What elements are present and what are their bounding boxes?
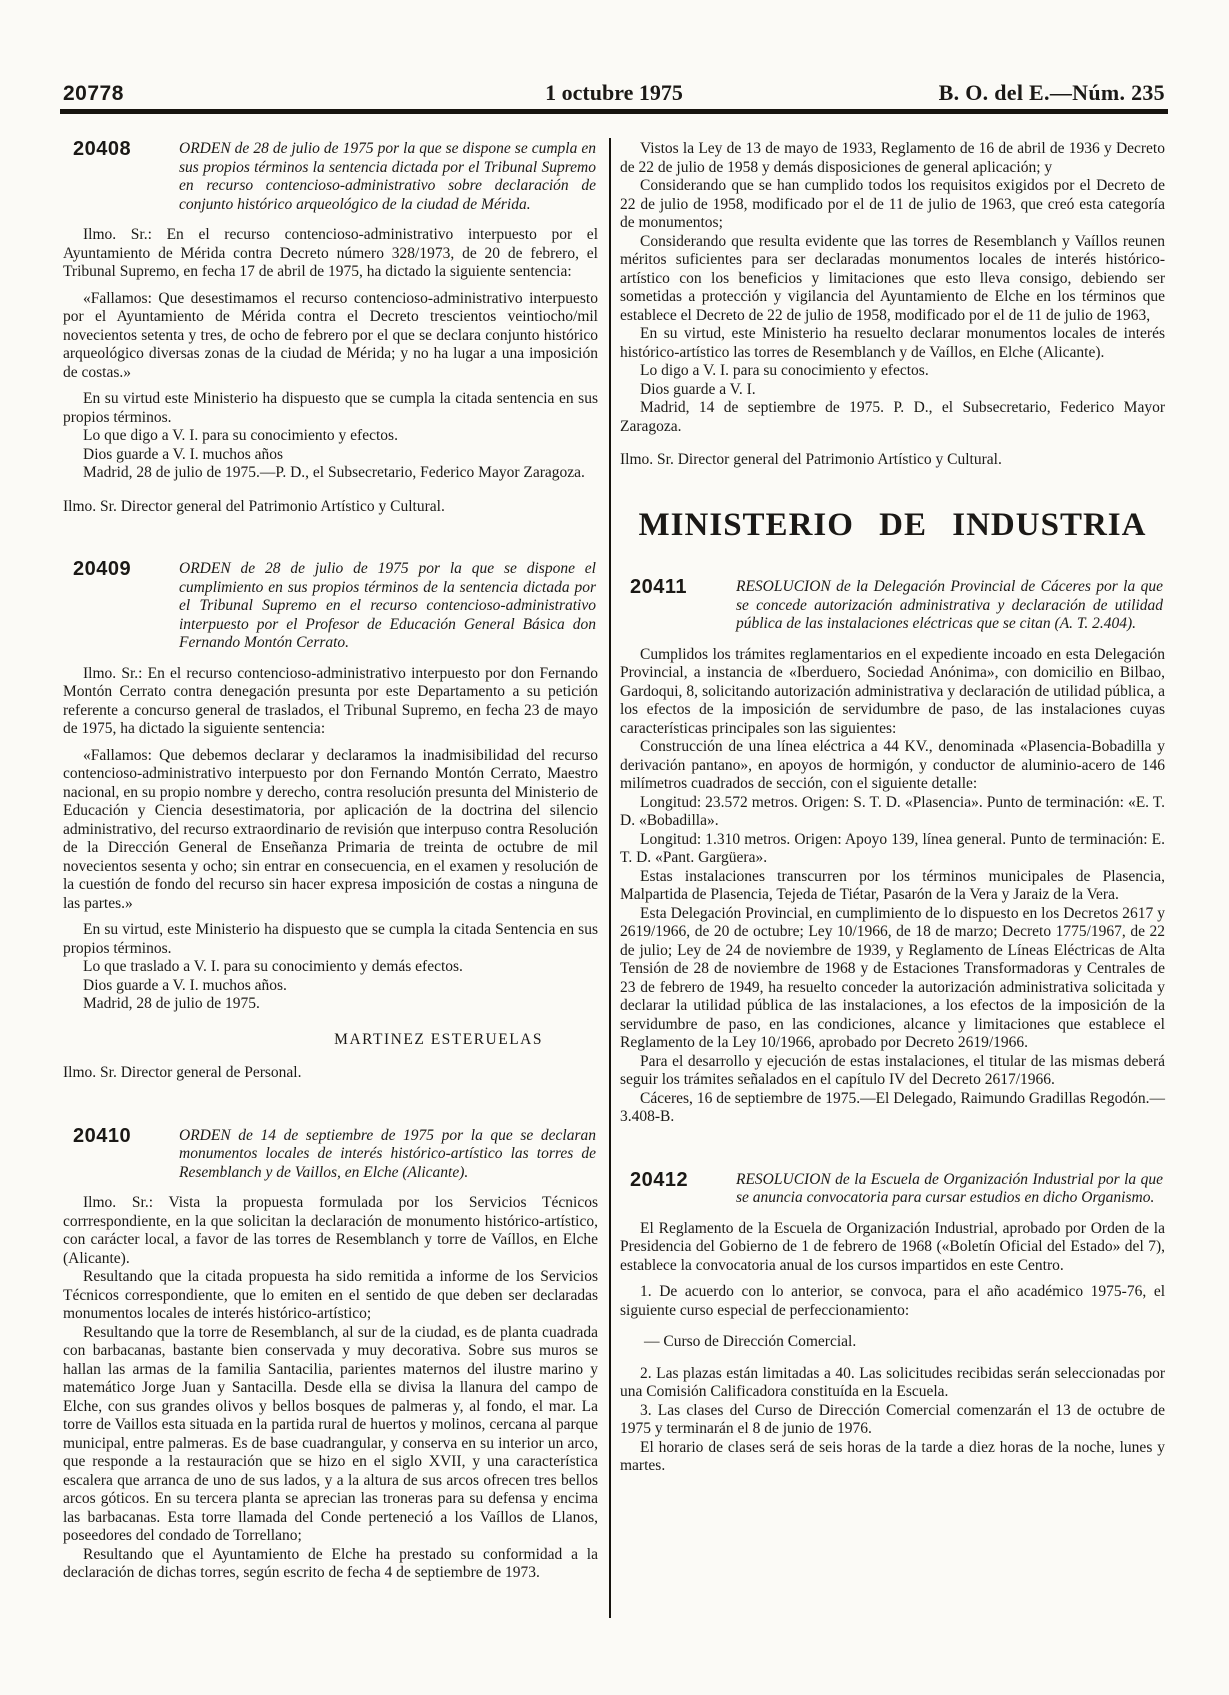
signature: MARTINEZ ESTERUELAS <box>334 1030 543 1048</box>
paragraph: Ilmo. Sr.: En el recurso contencioso-administrativo interpuesto por don Fernando Montón Cerrato contra denegación presunta por este Departamento a su petición referente a concurso general de traslados, el Tribunal Supremo, en fecha 23 de mayo de 1975, ha dictado la siguiente sentencia: <box>63 664 598 737</box>
paragraph: Vistos la Ley de 13 de mayo de 1933, Reglamento de 16 de abril de 1936 y Decreto de 22 de julio de 1958 y demás disposiciones de general aplicación; y <box>620 140 1165 176</box>
paragraph: 2. Las plazas están limitadas a 40. Las solicitudes recibidas serán seleccionadas por una Comisión Calificadora constituída en la Escuela. <box>620 1364 1165 1400</box>
paragraph: En su virtud, este Ministerio ha resuelto declarar monumentos locales de interés histórico-artístico las torres de Resemblanch y de Vaíllos, en Elche (Alicante). <box>620 325 1165 361</box>
paragraph: Dios guarde a V. I. muchos años <box>83 445 284 463</box>
paragraph: Considerando que resulta evidente que las torres de Resemblanch y Vaíllos reunen méritos suficientes para ser declaradas monumentos locales de interés histórico-artístico con los beneficios y limitaciones que esto lleva consigo, debiendo ser sometidas a protección y vigilancia del Ayuntamiento de Elche en los términos que establece el Decreto de 22 de julio de 1958, modificado por el de 11 de julio de 1963, <box>620 232 1165 324</box>
paragraph: Considerando que se han cumplido todos los requisitos exigidos por el Decreto de 22 de julio de 1958, modificado por el de 11 de julio de 1963, que creó esta categoría de monumentos; <box>620 177 1165 231</box>
paragraph: Resultando que la torre de Resemblanch, al sur de la ciudad, es de planta cuadrada con barbacanas, bastante bien conservada y muy decorativa. Sobre sus muros se hallan las armas de la familia Santacilia, parientes maternos del ilustre marino y matemático Jorge Juan y Santacilla. Desde ella se divisa la llanura del campo de Elche, con sus grandes olivos y bellos bosques de palmeras y, al fondo, el mar. La torre de Vaillos esta situada en la partida rural de huertos y molinos, cercana al parque municipal, entre palmeras. Es de base cuadrangular, y conserva en su interior un arco, que responde a la restauración que se hizo en el siglo XVII, y una característica escalera que arranca de uno de sus lados, y a la altura de sus arcos ofrecen tres bellos arcos góticos. En su tercera planta se aprecian las troneras para su defensa y encima las barbacanas. Esta torre llamada del Conde perteneció a los Vaíllos de Llanos, poseedores del condado de Torrellano; <box>63 1323 598 1544</box>
page-number: 20778 <box>63 82 124 105</box>
paragraph: Esta Delegación Provincial, en cumplimiento de lo dispuesto en los Decretos 2617 y 2619/1966, de 20 de octubre; Ley 10/1966, de 18 de marzo; Decreto 1775/1967, de 22 de julio; Ley de 24 de noviembre de 1939, y Reglamento de Líneas Eléctricas de Alta Tensión de 28 de noviembre de 1968 y de Estaciones Transformadoras y Centrales de 23 de febrero de 1949, ha resuelto conceder la autorización administrativa solicitada y declarar la utilidad pública de las instalaciones, a los efectos de la imposición de la servidumbre de paso, en las condiciones, alcance y limitaciones que establece el Reglamento de la Ley 10/1966, aprobado por Decreto 2619/1966. <box>620 904 1165 1051</box>
paragraph: Dios guarde a V. I. muchos años. <box>83 976 287 994</box>
right-column <box>611 138 1165 1618</box>
paragraph: Resultando que el Ayuntamiento de Elche ha prestado su conformidad a la declaración de dichas torres, según escrito de fecha 4 de septiembre de 1973. <box>63 1545 598 1581</box>
text-columns <box>63 138 1165 1618</box>
entry-20410 <box>63 1124 598 1583</box>
paragraph: El horario de clases será de seis horas de la tarde a diez horas de la noche, lunes y martes. <box>620 1438 1165 1474</box>
paragraph: Estas instalaciones transcurren por los términos municipales de Plasencia, Malpartida de Plasencia, Tejeda de Tiétar, Pasarón de la Vera y Jaraiz de la Vera. <box>620 867 1165 903</box>
paragraph: El Reglamento de la Escuela de Organización Industrial, aprobado por Orden de la Presidencia del Gobierno de 1 de febrero de 1968 («Boletín Oficial del Estado» del 7), establece la convocatoria anual de los cursos impartidos en este Centro. <box>620 1219 1165 1274</box>
paragraph: «Fallamos: Que debemos declarar y declaramos la inadmisibilidad del recurso contencioso-administrativo interpuesto por don Fernando Montón Cerrato, Maestro nacional, en su propio nombre y derecho, contra resolución presunta del Ministerio de Educación y Ciencia desestimatoria, por aplicación de la doctrina del silencio administrativo, del recurso extraordinario de revisión que interpuso contra Resolución de la Dirección General de Enseñanza Primaria de treinta de octubre de mil novecientos sesenta y ocho; sin entrar en consecuencia, en el examen y resolución de la cuestión de fondo del recurso sin hacer expresa imposición de costas a ninguna de las partes.» <box>63 746 598 912</box>
header-rule <box>60 109 1168 114</box>
entry-number: 20409 <box>73 558 132 580</box>
paragraph: Madrid, 14 de septiembre de 1975. P. D., el Subsecretario, Federico Mayor Zaragoza. <box>620 399 1165 435</box>
paragraph: Cáceres, 16 de septiembre de 1975.—El Delegado, Raimundo Gradillas Regodón.—3.408-B. <box>620 1089 1165 1125</box>
page-header <box>63 80 1165 106</box>
entry-title: RESOLUCION de la Escuela de Organización Industrial por la que se anuncia convocatoria para cursar estudios en dicho Organismo. <box>736 1170 1163 1206</box>
paragraph: Resultando que la citada propuesta ha sido remitida a informe de los Servicios Técnicos correspondiente, que lo emiten en el sentido de que deben ser declaradas monumentos locales de interés histórico-artístico; <box>63 1268 598 1322</box>
paragraph: Ilmo. Sr. Director general del Patrimonio Artístico y Cultural. <box>620 451 1002 468</box>
paragraph: En su virtud este Ministerio ha dispuesto que se cumpla la citada sentencia en sus propios términos. <box>63 390 598 426</box>
issue-number: B. O. del E.—Núm. 235 <box>938 80 1165 105</box>
entry-20411 <box>620 578 1165 1127</box>
paragraph: Para el desarrollo y ejecución de estas instalaciones, el titular de las mismas deberá seguir los trámites señalados en el capítulo IV del Decreto 2617/1966. <box>620 1052 1165 1088</box>
entry-number: 20412 <box>630 1168 689 1191</box>
entry-title: ORDEN de 28 de julio de 1975 por la que se dispone se cumpla en sus propios términos la sentencia dictada por el Tribunal Supremo en recurso contencioso-administrativo sobre declaración de conjunto histórico arqueológico de la ciudad de Mérida. <box>179 140 596 213</box>
paragraph: Lo digo a V. I. para su conocimiento y efectos. <box>640 362 929 379</box>
entry-title: ORDEN de 14 de septiembre de 1975 por la que se declaran monumentos locales de interés histórico-artístico las torres de Resemblanch y de Vaillos, en Elche (Alicante). <box>179 1126 596 1181</box>
paragraph: Lo que traslado a V. I. para su conocimiento y demás efectos. <box>83 958 463 975</box>
entry-head <box>63 560 598 653</box>
paragraph: Longitud: 1.310 metros. Origen: Apoyo 139, línea general. Punto de terminación: E. T. D. «Pant. Gargüera». <box>620 830 1165 866</box>
entry-number: 20411 <box>630 576 688 598</box>
paragraph: — Curso de Dirección Comercial. <box>644 1333 857 1350</box>
entry-number: 20408 <box>73 138 132 160</box>
paragraph: En su virtud, este Ministerio ha dispuesto que se cumpla la citada Sentencia en sus propios términos. <box>63 921 598 957</box>
paragraph: Ilmo. Sr. Director general del Patrimonio Artístico y Cultural. <box>63 497 445 515</box>
ministry-section-heading: MINISTERIO DE INDUSTRIA <box>638 506 1147 543</box>
entry-20408 <box>63 140 598 516</box>
paragraph: 3. Las clases del Curso de Dirección Comercial comenzarán el 13 de octubre de 1975 y terminarán el 8 de junio de 1976. <box>620 1401 1165 1437</box>
entry-head <box>63 1124 598 1183</box>
paragraph: «Fallamos: Que desestimamos el recurso contencioso-administrativo interpuesto por el Ayuntamiento de Mérida contra el Decreto trescientos veintiocho/mil novecientos setenta y tres, de ocho de febrero por el que se declara conjunto histórico arqueológico diversas zonas de la ciudad de Mérida; y no ha lugar a una imposición de costas.» <box>63 289 598 381</box>
paragraph: 1. De acuerdo con lo anterior, se convoca, para el año académico 1975-76, el siguiente curso especial de perfeccionamiento: <box>620 1283 1165 1319</box>
paragraph: Lo que digo a V. I. para su conocimiento y efectos. <box>83 427 398 444</box>
issue-date: 1 octubre 1975 <box>545 80 683 105</box>
left-column <box>63 138 598 1618</box>
paragraph: Madrid, 28 de julio de 1975.—P. D., el Subsecretario, Federico Mayor Zaragoza. <box>83 464 585 481</box>
paragraph: Cumplidos los trámites reglamentarios en el expediente incoado en esta Delegación Provincial, a instancia de «Iberduero, Sociedad Anónima», con domicilio en Bilbao, Gardoqui, 8, solicitando autorización administrativa y declaración de utilidad pública, a los efectos de la imposición de servidumbre de paso, de las instalaciones cuyas características principales son las siguientes: <box>620 645 1165 737</box>
entry-head <box>63 140 598 214</box>
continuation-block <box>620 140 1165 470</box>
paragraph: Longitud: 23.572 metros. Origen: S. T. D. «Plasencia». Punto de terminación: «E. T. D. «Bobadilla». <box>620 793 1165 829</box>
paragraph: Ilmo. Sr.: Vista la propuesta formulada por los Servicios Técnicos corrrespondiente, en la que solicitan la declaración de monumento histórico-artístico, con carácter local, a favor de las torres de Resemblanch y torre de Vaíllos, en Elche (Alicante). <box>63 1194 598 1267</box>
entry-head <box>620 1168 1165 1208</box>
paragraph: Dios guarde a V. I. <box>640 380 756 398</box>
entry-head <box>620 578 1165 634</box>
entry-20412 <box>620 1168 1165 1476</box>
entry-number: 20410 <box>73 1124 132 1147</box>
paragraph: Ilmo. Sr.: En el recurso contencioso-administrativo interpuesto por el Ayuntamiento de Mérida contra Decreto número 328/1973, de 20 de febrero, el Tribunal Supremo, en fecha 17 de abril de 1975, ha dictado la siguiente sentencia: <box>63 226 598 280</box>
entry-title: RESOLUCION de la Delegación Provincial de Cáceres por la que se concede autorización administrativa y declaración de utilidad pública de las instalaciones eléctricas que se citan (A. T. 2.404). <box>736 578 1163 632</box>
entry-20409 <box>63 560 598 1083</box>
paragraph: Ilmo. Sr. Director general de Personal. <box>63 1064 302 1081</box>
entry-title: ORDEN de 28 de julio de 1975 por la que se dispone el cumplimiento en sus propios términos de la sentencia dictada por el Tribunal Supremo en el recurso contencioso-administrativo interpuesto por el Profesor de Educación General Básica don Fernando Montón Cerrato. <box>179 560 596 651</box>
paragraph: Madrid, 28 de julio de 1975. <box>83 995 260 1012</box>
paragraph: Construcción de una línea eléctrica a 44 KV., denominada «Plasencia-Bobadilla y derivación pantano», en apoyos de hormigón, y conductor de aluminio-acero de 146 milímetros cuadrados de sección, con el siguiente detalle: <box>620 738 1165 792</box>
